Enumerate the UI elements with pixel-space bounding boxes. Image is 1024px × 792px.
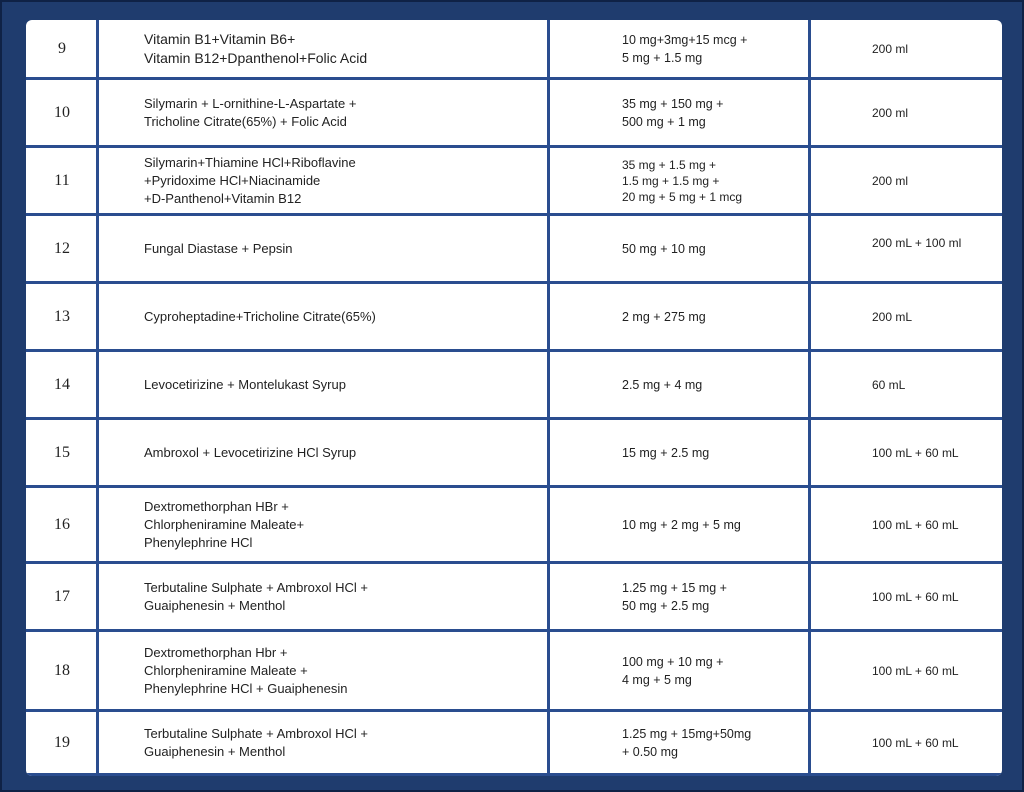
row-number: 16 <box>54 515 70 533</box>
composition-cell: Fungal Diastase + Pepsin <box>144 240 293 256</box>
pack-size-cell: 200 mL <box>872 309 913 324</box>
composition-cell: Vitamin B1+Vitamin B6+ Vitamin B12+Dpanthenol+Folic Acid <box>144 30 368 66</box>
row-number: 15 <box>54 443 70 461</box>
pack-size-cell: 200 ml <box>872 41 909 56</box>
product-table <box>26 20 1002 776</box>
row-number: 9 <box>58 39 66 57</box>
pack-size-cell: 100 mL + 60 mL <box>872 445 959 460</box>
composition-cell: Dextromethorphan Hbr + Chlorpheniramine Maleate + Phenylephrine HCl + Guaiphenesin <box>144 644 348 696</box>
strength-cell: 35 mg + 150 mg + 500 mg + 1 mg <box>622 96 724 129</box>
composition-cell: Terbutaline Sulphate + Ambroxol HCl + Guaiphenesin + Menthol <box>144 725 369 759</box>
pack-size-cell: 100 mL + 60 mL <box>872 735 959 750</box>
strength-cell: 1.25 mg + 15 mg + 50 mg + 2.5 mg <box>622 580 727 613</box>
row-number: 12 <box>54 239 70 257</box>
strength-cell: 10 mg + 2 mg + 5 mg <box>622 517 741 532</box>
strength-cell: 50 mg + 10 mg <box>622 241 706 256</box>
composition-cell: Dextromethorphan HBr + Chlorpheniramine Maleate+ Phenylephrine HCl <box>144 498 305 550</box>
row-number: 10 <box>54 103 70 121</box>
strength-cell: 2.5 mg + 4 mg <box>622 377 703 392</box>
composition-cell: Cyproheptadine+Tricholine Citrate(65%) <box>144 308 376 324</box>
column-divider <box>96 20 99 776</box>
table-row <box>26 148 1002 216</box>
table-row <box>26 80 1002 148</box>
pack-size-cell: 100 mL + 60 mL <box>872 589 959 604</box>
strength-cell: 1.25 mg + 15mg+50mg + 0.50 mg <box>622 726 752 759</box>
table-row <box>26 564 1002 632</box>
row-number: 17 <box>54 587 70 605</box>
row-number: 11 <box>54 171 70 189</box>
table-row <box>26 352 1002 420</box>
pack-size-cell: 200 ml <box>872 105 909 120</box>
row-number: 14 <box>54 375 70 393</box>
column-divider <box>547 20 550 776</box>
table-row <box>26 284 1002 352</box>
composition-cell: Terbutaline Sulphate + Ambroxol HCl + Guaiphenesin + Menthol <box>144 579 369 613</box>
pack-size-cell: 200 ml <box>872 173 909 188</box>
pack-size-cell: 100 mL + 60 mL <box>872 663 959 678</box>
strength-cell: 15 mg + 2.5 mg <box>622 445 710 460</box>
table-row <box>26 20 1002 80</box>
table-row <box>26 488 1002 564</box>
composition-cell: Silymarin + L-ornithine-L-Aspartate + Tricholine Citrate(65%) + Folic Acid <box>144 95 357 129</box>
column-divider <box>808 20 811 776</box>
composition-cell: Silymarin+Thiamine HCl+Riboflavine +Pyridoxime HCl+Niacinamide +D-Panthenol+Vitamin B12 <box>144 154 356 206</box>
row-number: 18 <box>54 661 70 679</box>
row-number: 13 <box>54 307 70 325</box>
strength-cell: 2 mg + 275 mg <box>622 309 706 324</box>
table-row <box>26 632 1002 712</box>
row-number: 19 <box>54 733 70 751</box>
pack-size-cell: 100 mL + 60 mL <box>872 517 959 532</box>
table-row <box>26 712 1002 776</box>
composition-cell: Ambroxol + Levocetirizine HCl Syrup <box>144 444 357 460</box>
pack-size-cell: 200 mL + 100 ml <box>872 236 962 250</box>
pack-size-cell: 60 mL <box>872 377 906 392</box>
strength-cell: 10 mg+3mg+15 mcg + 5 mg + 1.5 mg <box>622 32 748 65</box>
strength-cell: 100 mg + 10 mg + 4 mg + 5 mg <box>622 654 724 687</box>
composition-cell: Levocetirizine + Montelukast Syrup <box>144 376 346 392</box>
table-row <box>26 216 1002 284</box>
table-row <box>26 420 1002 488</box>
strength-cell: 35 mg + 1.5 mg + 1.5 mg + 1.5 mg + 20 mg + 5 mg + 1 mcg <box>622 157 743 204</box>
